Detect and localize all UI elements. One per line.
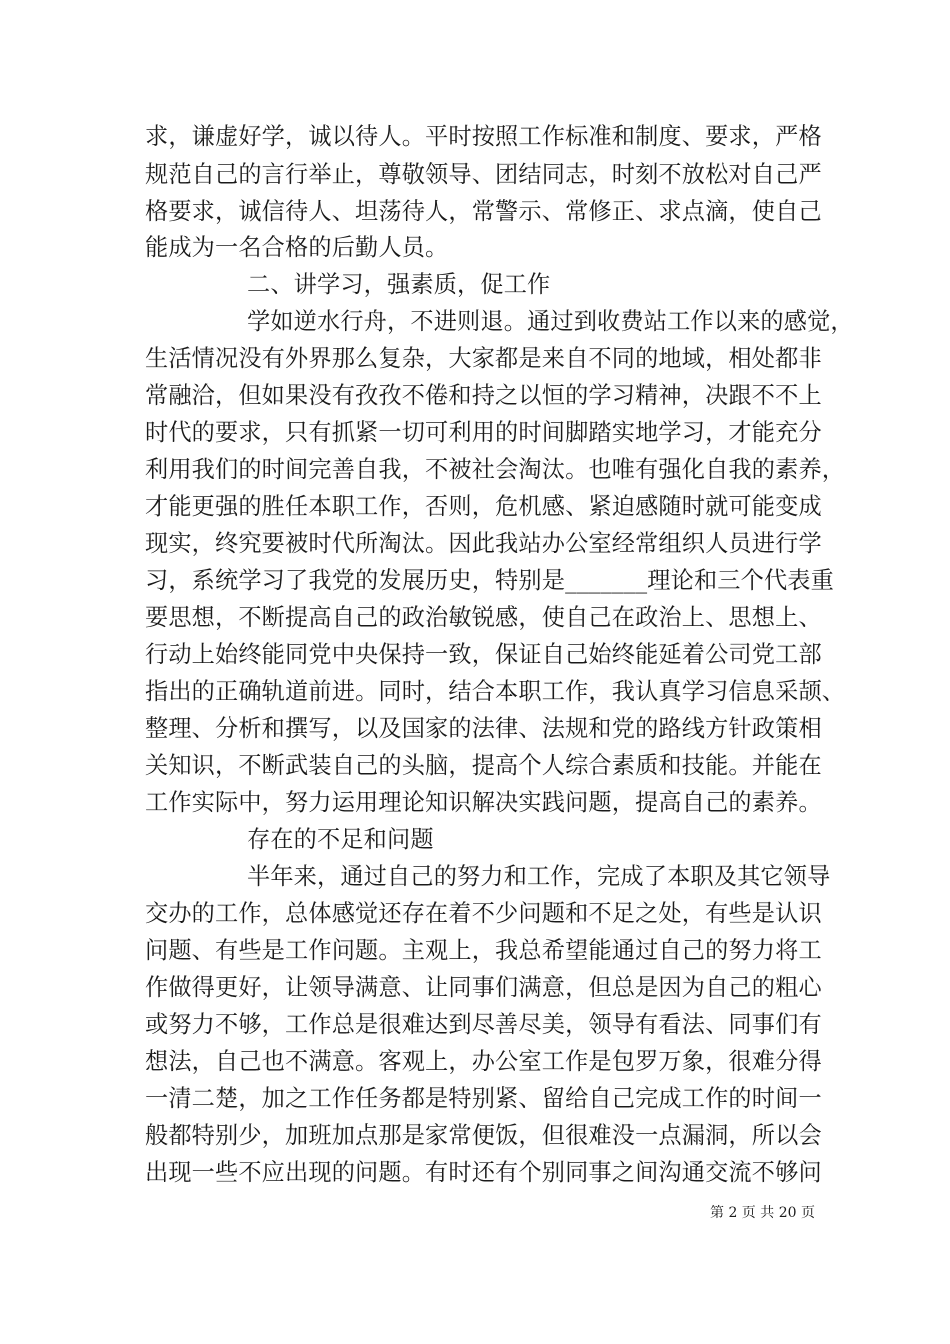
text-line: 生活情况没有外界那么复杂，大家都是来自不同的地域，相处都非 xyxy=(145,345,822,372)
text-line: 行动上始终能同党中央保持一致，保证自己始终能延着公司党工部 xyxy=(145,641,822,668)
text-line: 或努力不够，工作总是很难达到尽善尽美，领导有看法、同事们有 xyxy=(145,1011,822,1038)
text-line: 求，谦虚好学，诚以待人。平时按照工作标准和制度、要求，严格 xyxy=(145,123,822,150)
text-line: 一清二楚，加之工作任务都是特别紧、留给自己完成工作的时间一 xyxy=(145,1085,822,1112)
text-line: 交办的工作，总体感觉还存在着不少问题和不足之处，有些是认识 xyxy=(145,900,822,927)
text-line: 关知识，不断武装自己的头脑，提高个人综合素质和技能。并能在 xyxy=(145,752,822,779)
text-line: 半年来，通过自己的努力和工作，完成了本职及其它领导 xyxy=(247,863,831,890)
text-line: 想法，自己也不满意。客观上，办公室工作是包罗万象，很难分得 xyxy=(145,1048,822,1075)
text-line: 整理、分析和撰写，以及国家的法律、法规和党的路线方针政策相 xyxy=(145,715,822,742)
text-line: 能成为一名合格的后勤人员。 xyxy=(145,234,449,261)
text-line: 现实，终究要被时代所淘汰。因此我站办公室经常组织人员进行学 xyxy=(145,530,822,557)
text-line: 利用我们的时间完善自我，不被社会淘汰。也唯有强化自我的素养， xyxy=(145,456,846,483)
text-line: 般都特别少，加班加点那是家常便饭，但很难没一点漏洞，所以会 xyxy=(145,1122,822,1149)
text-line: 才能更强的胜任本职工作，否则，危机感、紧迫感随时就可能变成 xyxy=(145,493,822,520)
text-line: 学如逆水行舟，不进则退。通过到收费站工作以来的感觉， xyxy=(247,308,854,335)
text-line: 出现一些不应出现的问题。有时还有个别同事之间沟通交流不够问 xyxy=(145,1159,822,1186)
text-line: 常融洽，但如果没有孜孜不倦和持之以恒的学习精神，决跟不不上 xyxy=(145,382,822,409)
text-line: 指出的正确轨道前进。同时，结合本职工作，我认真学习信息采颉、 xyxy=(145,678,846,705)
section-heading: 二、讲学习，强素质，促工作 xyxy=(247,271,551,298)
text-line: 工作实际中，努力运用理论知识解决实践问题，提高自己的素养。 xyxy=(145,789,822,816)
section-heading: 存在的不足和问题 xyxy=(247,826,434,853)
text-line: 时代的要求，只有抓紧一切可利用的时间脚踏实地学习，才能充分 xyxy=(145,419,822,446)
page-number: 第 2 页 共 20 页 xyxy=(710,1205,815,1221)
text-line: 格要求，诚信待人、坦荡待人，常警示、常修正、求点滴，使自己 xyxy=(145,198,822,225)
text-line: 问题、有些是工作问题。主观上，我总希望能通过自己的努力将工 xyxy=(145,937,822,964)
text-line: 要思想，不断提高自己的政治敏锐感，使自己在政治上、思想上、 xyxy=(145,604,822,631)
text-line: 规范自己的言行举止，尊敬领导、团结同志，时刻不放松对自己严 xyxy=(145,161,822,188)
text-line: 习，系统学习了我党的发展历史，特别是_______理论和三个代表重 xyxy=(145,567,834,594)
text-line: 作做得更好，让领导满意、让同事们满意，但总是因为自己的粗心 xyxy=(145,974,822,1001)
